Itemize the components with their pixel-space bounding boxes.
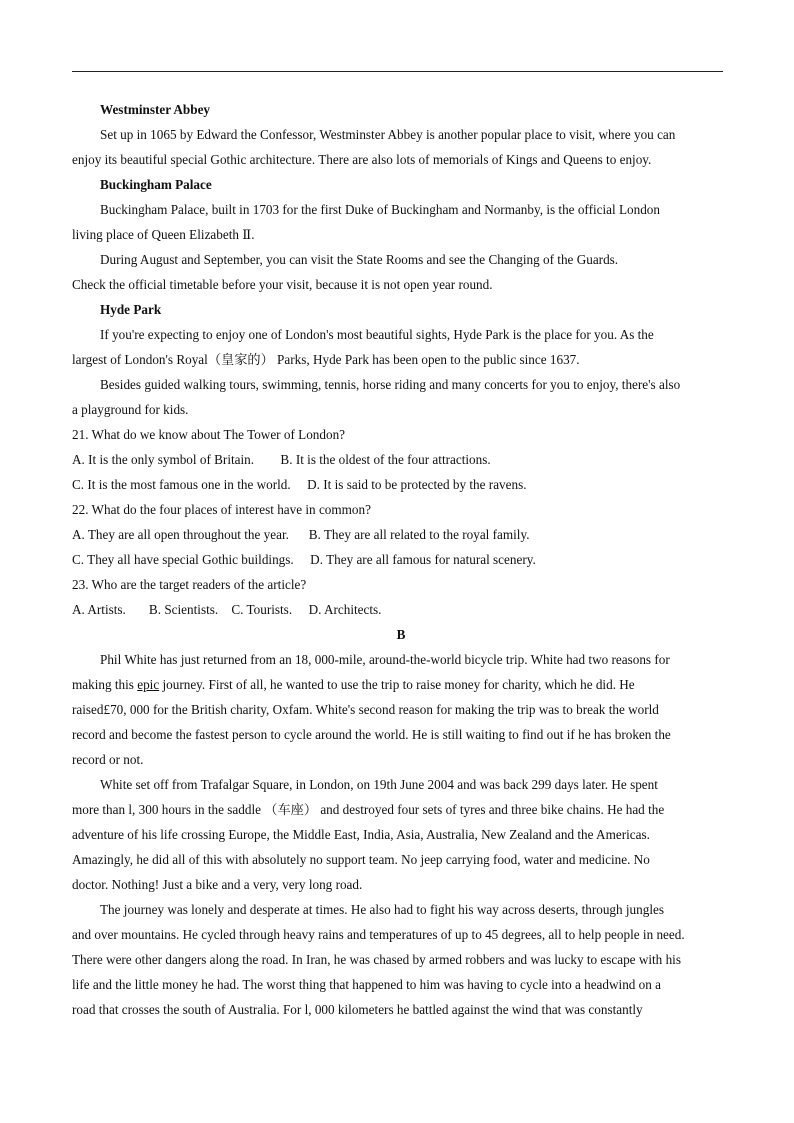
document-body	[72, 97, 730, 1022]
text-line: Set up in 1065 by Edward the Confessor, Westminster Abbey is another popular place to visit, where you can	[100, 127, 676, 142]
text-line: Buckingham Palace, built in 1703 for the first Duke of Buckingham and Normanby, is the official London	[100, 202, 660, 217]
text-line: record and become the fastest person to cycle around the world. He is still waiting to find out if he has broken the	[72, 727, 671, 742]
text-line: During August and September, you can visit the State Rooms and see the Changing of the Guards.	[100, 252, 619, 267]
text-line: Check the official timetable before your visit, because it is not open year round.	[72, 277, 493, 292]
question-23-stem: 23. Who are the target readers of the article?	[72, 577, 307, 592]
text-line: There were other dangers along the road. In Iran, he was chased by armed robbers and was lucky to escape with his	[72, 952, 681, 967]
text-line: enjoy its beautiful special Gothic architecture. There are also lots of memorials of Kings and Queens to enjoy.	[72, 152, 652, 167]
text-line: The journey was lonely and desperate at times. He also had to fight his way across deserts, through jungles	[100, 902, 664, 917]
text-line: road that crosses the south of Australia. For l, 000 kilometers he battled against the wind that was constantly	[72, 1002, 643, 1017]
heading-hyde-park: Hyde Park	[100, 302, 162, 317]
text-line: record or not.	[72, 752, 144, 767]
question-23-options: A. Artists. B. Scientists. C. Tourists. D. Architects.	[72, 602, 382, 617]
text-line: Phil White has just returned from an 18, 000-mile, around-the-world bicycle trip. White had two reasons for	[100, 652, 670, 667]
underlined-word-epic: epic	[137, 677, 160, 692]
text-line: White set off from Trafalgar Square, in London, on 19th June 2004 and was back 299 days later. He spent	[100, 777, 658, 792]
text-line: more than l, 300 hours in the saddle （车座） and destroyed four sets of tyres and three bike chains. He had the	[72, 802, 665, 817]
text-segment: making this	[72, 677, 138, 692]
text-line: Amazingly, he did all of this with absolutely no support team. No jeep carrying food, water and medicine. No	[72, 852, 650, 867]
text-line: life and the little money he had. The worst thing that happened to him was having to cycle into a headwind on a	[72, 977, 662, 992]
question-21-options: A. It is the only symbol of Britain. B. It is the oldest of the four attractions.	[72, 452, 491, 467]
text-line	[72, 672, 730, 697]
text-line: raised£70, 000 for the British charity, Oxfam. White's second reason for making the trip was to break the world	[72, 702, 659, 717]
text-line: and over mountains. He cycled through heavy rains and temperatures of up to 45 degrees, all to help people in need.	[72, 927, 685, 942]
question-22-stem: 22. What do the four places of interest have in common?	[72, 502, 371, 517]
question-21-options: C. It is the most famous one in the world. D. It is said to be protected by the ravens.	[72, 477, 527, 492]
section-b-label: B	[396, 627, 406, 642]
text-line: If you're expecting to enjoy one of London's most beautiful sights, Hyde Park is the place for you. As the	[100, 327, 654, 342]
question-22-options: A. They are all open throughout the year. B. They are all related to the royal family.	[72, 527, 530, 542]
heading-buckingham-palace: Buckingham Palace	[100, 177, 212, 192]
heading-westminster-abbey: Westminster Abbey	[100, 102, 211, 117]
text-line: doctor. Nothing! Just a bike and a very, very long road.	[72, 877, 363, 892]
text-line: adventure of his life crossing Europe, the Middle East, India, Asia, Australia, New Zealand and the Americas.	[72, 827, 650, 842]
text-line: living place of Queen Elizabeth Ⅱ.	[72, 227, 255, 242]
text-segment: journey. First of all, he wanted to use the trip to raise money for charity, which he did. He	[159, 677, 635, 692]
question-21-stem: 21. What do we know about The Tower of London?	[72, 427, 346, 442]
header-rule	[72, 71, 723, 72]
question-22-options: C. They all have special Gothic buildings. D. They are all famous for natural scenery.	[72, 552, 536, 567]
text-line: a playground for kids.	[72, 402, 189, 417]
text-line: largest of London's Royal（皇家的） Parks, Hyde Park has been open to the public since 1637.	[72, 352, 580, 367]
text-line: Besides guided walking tours, swimming, tennis, horse riding and many concerts for you to enjoy, there's also	[100, 377, 681, 392]
